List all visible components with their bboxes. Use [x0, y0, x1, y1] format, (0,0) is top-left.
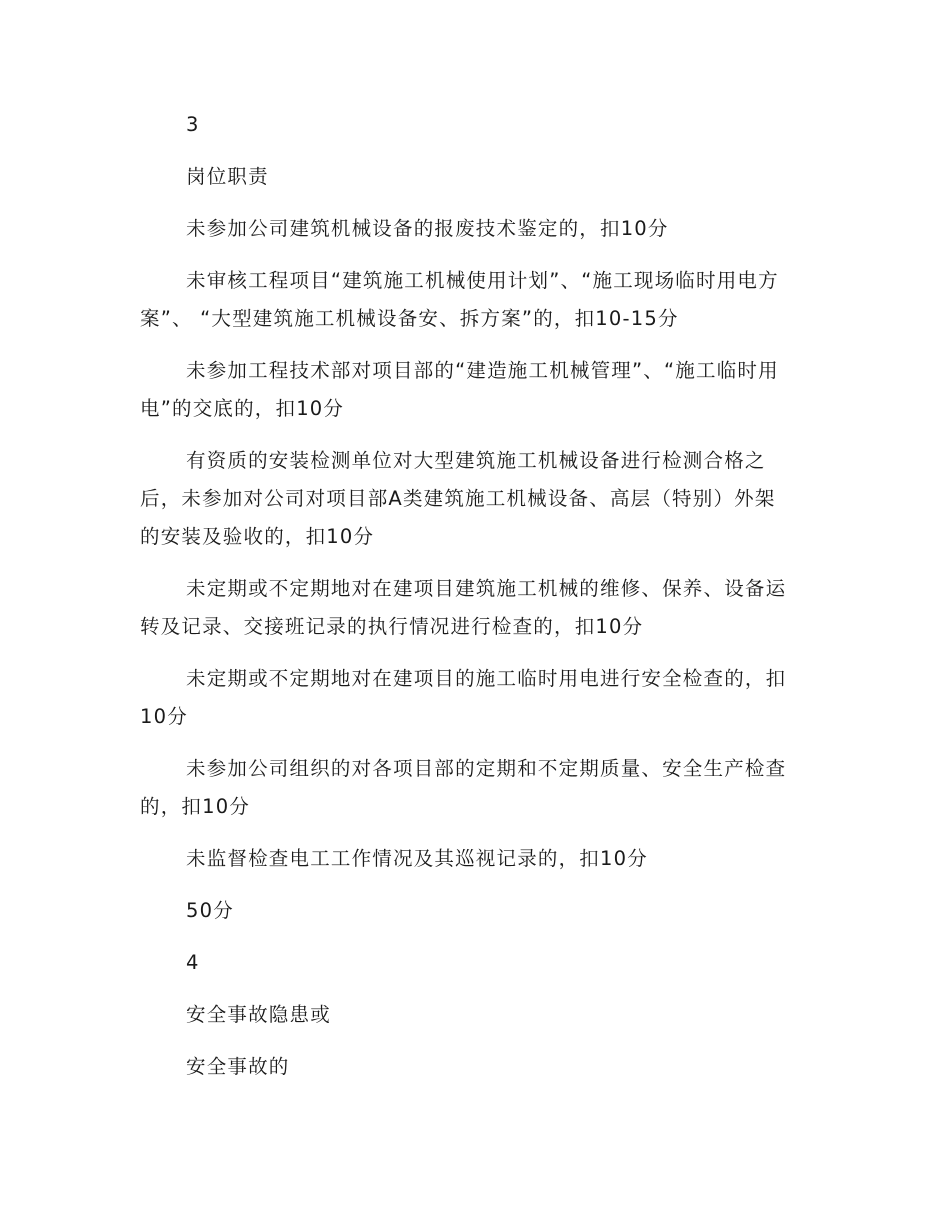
- rule-paragraph: 未监督检查电工工作情况及其巡视记录的，扣10分: [186, 847, 648, 870]
- section-title: 岗位职责: [186, 165, 269, 188]
- rule-paragraph: 未参加公司建筑机械设备的报废技术鉴定的，扣10分: [186, 217, 669, 240]
- item-number: 4: [186, 951, 200, 974]
- rule-paragraph: 未参加工程技术部对项目部的“建造施工机械管理”、“施工临时用电”的交底的，扣10分: [140, 359, 779, 420]
- rule-paragraph: 未定期或不定期地对在建项目建筑施工机械的维修、保养、设备运转及记录、交接班记录的执行情况进行检查的，扣10分: [140, 577, 787, 638]
- rule-paragraph: 有资质的安装检测单位对大型建筑施工机械设备进行检测合格之后，未参加对公司对项目部A类建筑施工机械设备、高层（特别）外架的安装及验收的，扣10分: [140, 449, 776, 548]
- rule-paragraph: 未定期或不定期地对在建项目的施工临时用电进行安全检查的，扣10分: [140, 667, 787, 728]
- score-total: 50分: [186, 899, 234, 922]
- section-title: 安全事故的: [186, 1055, 290, 1078]
- section-title: 安全事故隐患或: [186, 1003, 331, 1026]
- rule-paragraph: 未审核工程项目“建筑施工机械使用计划”、“施工现场临时用电方案”、 “大型建筑施工机械设备安、拆方案”的，扣10-15分: [140, 269, 779, 330]
- document-body: [140, 106, 795, 1086]
- item-number: 3: [186, 113, 200, 136]
- rule-paragraph: 未参加公司组织的对各项目部的定期和不定期质量、安全生产检查的，扣10分: [140, 757, 787, 818]
